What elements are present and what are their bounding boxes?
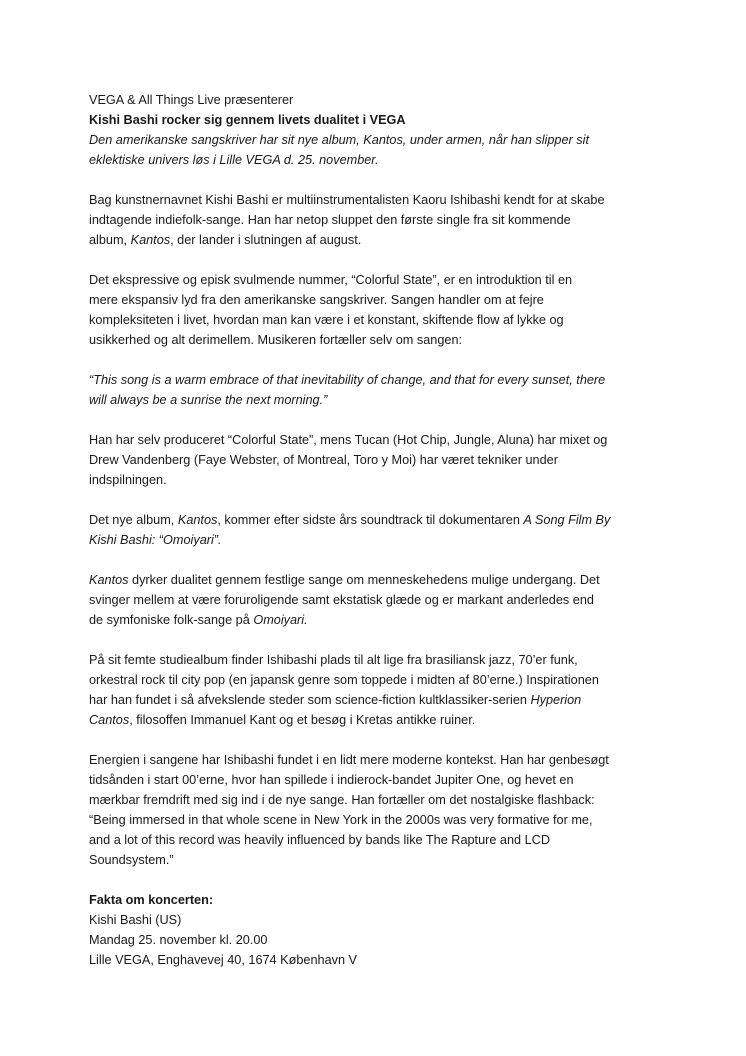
paragraph-production (89, 430, 669, 490)
quote-line: will always be a sunrise the next morning.” (89, 393, 328, 407)
text-line: svinger mellem at være foruroligende samt ekstatisk glæde og er markant anderledes end (89, 593, 594, 607)
text-line: Han har selv produceret “Colorful State”, mens Tucan (Hot Chip, Jungle, Aluna) har mixet og (89, 433, 608, 447)
paragraph-intro (89, 190, 669, 250)
text-line: indspilningen. (89, 473, 167, 487)
text-fragment: , der lander i slutningen af august. (170, 233, 362, 247)
paragraph-album (89, 510, 669, 550)
album-title: Kantos (177, 513, 218, 527)
press-release (89, 90, 669, 970)
text-line: kompleksiteten i livet, hvordan man kan være i et konstant, skiftende flow af lykke og (89, 313, 564, 327)
headline: Kishi Bashi rocker sig gennem livets dualitet i VEGA (89, 113, 406, 127)
text-fragment: , filosoffen Immanuel Kant og et besøg i Kretas antikke ruiner. (129, 713, 476, 727)
artist-quote (89, 370, 669, 410)
text-fragment: de symfoniske folk-sange på (89, 613, 254, 627)
album-title: Kantos (89, 573, 129, 587)
text-line (89, 230, 669, 250)
text-line: Bag kunstnernavnet Kishi Bashi er multiinstrumentalisten Kaoru Ishibashi kendt for at skabe (89, 193, 605, 207)
text-line: mærkbar fremdrift med sig ind i de nye sange. Han fortæller om det nostalgiske flashback: (89, 793, 595, 807)
lead-text (89, 130, 669, 170)
album-title: Omoiyari. (253, 613, 308, 627)
lead-line: eklektiske univers løs i Lille VEGA d. 25. november. (89, 153, 379, 167)
facts-heading: Fakta om koncerten: (89, 893, 214, 907)
quote-line: “This song is a warm embrace of that inevitability of change, and that for every sunset, there (89, 373, 606, 387)
text-line: tidsånden i start 00’erne, hvor han spillede i indierock-bandet Jupiter One, og hevet en (89, 773, 574, 787)
text-line (89, 690, 669, 710)
film-title: Kishi Bashi: “Omoiyari”. (89, 533, 222, 547)
text-line: mere ekspansiv lyd fra den amerikanske sangskriver. Sangen handler om at fejre (89, 293, 544, 307)
text-line: Det ekspressive og episk svulmende nummer, “Colorful State”, er en introduktion til en (89, 273, 573, 287)
text-fragment: har han fundet i så afvekslende steder som science-fiction kultklassiker-serien (89, 693, 531, 707)
text-line: Drew Vandenberg (Faye Webster, of Montreal, Toro y Moi) har været tekniker under (89, 453, 558, 467)
text-line: På sit femte studiealbum finder Ishibashi plads til alt lige fra brasiliansk jazz, 70’er funk, (89, 653, 578, 667)
facts-venue: Lille VEGA, Enghavevej 40, 1674 København V (89, 953, 358, 967)
text-line (89, 510, 669, 530)
paragraph-single (89, 270, 669, 350)
text-line: “Being immersed in that whole scene in New York in the 2000s was very formative for me, (89, 813, 593, 827)
series-title: Cantos (89, 713, 130, 727)
text-fragment: dyrker dualitet gennem festlige sange om menneskehedens mulige undergang. Det (128, 573, 600, 587)
facts-date: Mandag 25. november kl. 20.00 (89, 933, 268, 947)
album-title: Kantos (130, 233, 171, 247)
text-fragment: Det nye album, (89, 513, 178, 527)
film-title: A Song Film By (523, 513, 611, 527)
paragraph-genres (89, 650, 669, 730)
header-block (89, 90, 669, 170)
facts-artist: Kishi Bashi (US) (89, 913, 182, 927)
paragraph-energy (89, 750, 669, 870)
paragraph-duality (89, 570, 669, 630)
text-line (89, 570, 669, 590)
text-line: indtagende indiefolk-sange. Han har netop sluppet den første single fra sit kommende (89, 213, 571, 227)
concert-facts (89, 890, 669, 970)
text-line: and a lot of this record was heavily influenced by bands like The Rapture and LCD (89, 833, 551, 847)
series-title: Hyperion (530, 693, 582, 707)
text-line: usikkerhed og alt derimellem. Musikeren fortæller selv om sangen: (89, 333, 463, 347)
presenter-line: VEGA & All Things Live præsenterer (89, 93, 294, 107)
text-fragment: album, (89, 233, 131, 247)
text-fragment: , kommer efter sidste års soundtrack til dokumentaren (217, 513, 524, 527)
text-line: Energien i sangene har Ishibashi fundet i en lidt mere moderne kontekst. Han har genbesøgt (89, 753, 609, 767)
text-line (89, 710, 669, 730)
text-line: orkestral rock til city pop (en japansk genre som toppede i midten af 80’erne.) Inspirationen (89, 673, 599, 687)
text-line: Soundsystem.” (89, 853, 174, 867)
text-line (89, 610, 669, 630)
lead-line: Den amerikanske sangskriver har sit nye album, Kantos, under armen, når han slipper sit (89, 133, 589, 147)
